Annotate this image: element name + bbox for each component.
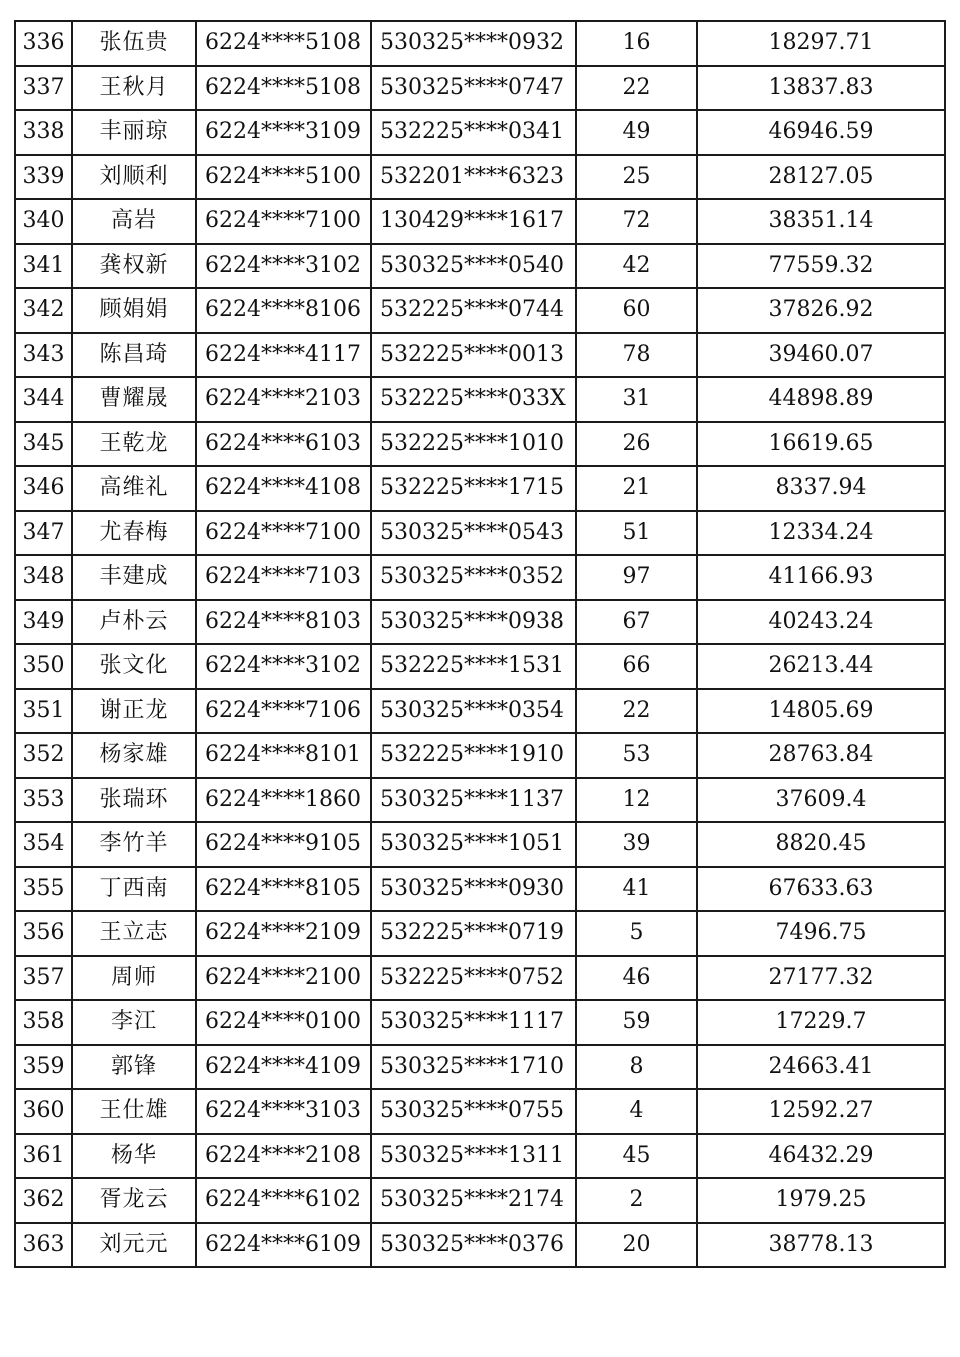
name-cell: 王仕雄 (72, 1089, 196, 1134)
bank-card-cell: 6224****2103 (196, 377, 371, 422)
name-cell: 李江 (72, 1000, 196, 1045)
amount-cell: 39460.07 (697, 333, 945, 378)
row-number-cell: 344 (15, 377, 72, 422)
table-row (15, 778, 945, 823)
id-number-cell: 532225****0341 (371, 110, 576, 155)
name-cell: 郭锋 (72, 1045, 196, 1090)
name-cell: 高维礼 (72, 466, 196, 511)
table-row (15, 956, 945, 1001)
count-cell: 97 (576, 555, 697, 600)
id-number-cell: 530325****1710 (371, 1045, 576, 1090)
amount-cell: 41166.93 (697, 555, 945, 600)
bank-card-cell: 6224****4109 (196, 1045, 371, 1090)
count-cell: 31 (576, 377, 697, 422)
table-row (15, 466, 945, 511)
name-cell: 刘顺利 (72, 155, 196, 200)
name-cell: 张伍贵 (72, 21, 196, 66)
row-number-cell: 341 (15, 244, 72, 289)
table-row (15, 1000, 945, 1045)
id-number-cell: 530325****1311 (371, 1134, 576, 1179)
count-cell: 42 (576, 244, 697, 289)
bank-card-cell: 6224****8106 (196, 288, 371, 333)
bank-card-cell: 6224****4117 (196, 333, 371, 378)
bank-card-cell: 6224****2108 (196, 1134, 371, 1179)
name-cell: 张瑞环 (72, 778, 196, 823)
id-number-cell: 530325****0755 (371, 1089, 576, 1134)
table-row (15, 199, 945, 244)
row-number-cell: 359 (15, 1045, 72, 1090)
amount-cell: 38351.14 (697, 199, 945, 244)
amount-cell: 44898.89 (697, 377, 945, 422)
name-cell: 龚权新 (72, 244, 196, 289)
name-cell: 王乾龙 (72, 422, 196, 467)
amount-cell: 24663.41 (697, 1045, 945, 1090)
table-row (15, 733, 945, 778)
amount-cell: 16619.65 (697, 422, 945, 467)
id-number-cell: 532225****0752 (371, 956, 576, 1001)
row-number-cell: 358 (15, 1000, 72, 1045)
row-number-cell: 340 (15, 199, 72, 244)
id-number-cell: 130429****1617 (371, 199, 576, 244)
amount-cell: 12334.24 (697, 511, 945, 556)
table-row (15, 511, 945, 556)
count-cell: 72 (576, 199, 697, 244)
table-row (15, 1223, 945, 1268)
count-cell: 5 (576, 911, 697, 956)
row-number-cell: 345 (15, 422, 72, 467)
row-number-cell: 354 (15, 822, 72, 867)
bank-card-cell: 6224****2100 (196, 956, 371, 1001)
row-number-cell: 350 (15, 644, 72, 689)
row-number-cell: 363 (15, 1223, 72, 1268)
amount-cell: 28763.84 (697, 733, 945, 778)
amount-cell: 26213.44 (697, 644, 945, 689)
bank-card-cell: 6224****8105 (196, 867, 371, 912)
name-cell: 尤春梅 (72, 511, 196, 556)
id-number-cell: 532201****6323 (371, 155, 576, 200)
row-number-cell: 357 (15, 956, 72, 1001)
name-cell: 丰建成 (72, 555, 196, 600)
table-row (15, 689, 945, 734)
row-number-cell: 342 (15, 288, 72, 333)
count-cell: 21 (576, 466, 697, 511)
table-row (15, 288, 945, 333)
count-cell: 39 (576, 822, 697, 867)
bank-card-cell: 6224****6102 (196, 1178, 371, 1223)
count-cell: 16 (576, 21, 697, 66)
table-row (15, 555, 945, 600)
name-cell: 杨家雄 (72, 733, 196, 778)
bank-card-cell: 6224****2109 (196, 911, 371, 956)
table-row (15, 333, 945, 378)
name-cell: 卢朴云 (72, 600, 196, 645)
bank-card-cell: 6224****7106 (196, 689, 371, 734)
amount-cell: 38778.13 (697, 1223, 945, 1268)
bank-card-cell: 6224****0100 (196, 1000, 371, 1045)
id-number-cell: 530325****0938 (371, 600, 576, 645)
bank-card-cell: 6224****5100 (196, 155, 371, 200)
table-row (15, 1089, 945, 1134)
count-cell: 20 (576, 1223, 697, 1268)
count-cell: 46 (576, 956, 697, 1001)
table-row (15, 66, 945, 111)
id-number-cell: 530325****0932 (371, 21, 576, 66)
row-number-cell: 351 (15, 689, 72, 734)
count-cell: 78 (576, 333, 697, 378)
amount-cell: 13837.83 (697, 66, 945, 111)
name-cell: 高岩 (72, 199, 196, 244)
id-number-cell: 530325****0747 (371, 66, 576, 111)
name-cell: 胥龙云 (72, 1178, 196, 1223)
amount-cell: 46432.29 (697, 1134, 945, 1179)
id-number-cell: 530325****2174 (371, 1178, 576, 1223)
name-cell: 曹耀晟 (72, 377, 196, 422)
name-cell: 杨华 (72, 1134, 196, 1179)
count-cell: 60 (576, 288, 697, 333)
table-row (15, 21, 945, 66)
bank-card-cell: 6224****3103 (196, 1089, 371, 1134)
id-number-cell: 530325****0930 (371, 867, 576, 912)
id-number-cell: 530325****1137 (371, 778, 576, 823)
id-number-cell: 530325****1051 (371, 822, 576, 867)
id-number-cell: 530325****1117 (371, 1000, 576, 1045)
count-cell: 51 (576, 511, 697, 556)
id-number-cell: 532225****0719 (371, 911, 576, 956)
row-number-cell: 343 (15, 333, 72, 378)
count-cell: 59 (576, 1000, 697, 1045)
id-number-cell: 532225****033X (371, 377, 576, 422)
count-cell: 45 (576, 1134, 697, 1179)
amount-cell: 37609.4 (697, 778, 945, 823)
row-number-cell: 355 (15, 867, 72, 912)
bank-card-cell: 6224****7100 (196, 199, 371, 244)
amount-cell: 27177.32 (697, 956, 945, 1001)
amount-cell: 46946.59 (697, 110, 945, 155)
id-number-cell: 532225****1715 (371, 466, 576, 511)
table-row (15, 600, 945, 645)
count-cell: 22 (576, 689, 697, 734)
bank-card-cell: 6224****8101 (196, 733, 371, 778)
count-cell: 22 (576, 66, 697, 111)
table-row (15, 155, 945, 200)
id-number-cell: 530325****0543 (371, 511, 576, 556)
row-number-cell: 338 (15, 110, 72, 155)
id-number-cell: 532225****0013 (371, 333, 576, 378)
row-number-cell: 361 (15, 1134, 72, 1179)
count-cell: 12 (576, 778, 697, 823)
table-row (15, 644, 945, 689)
id-number-cell: 530325****0352 (371, 555, 576, 600)
table-row (15, 1134, 945, 1179)
name-cell: 顾娟娟 (72, 288, 196, 333)
row-number-cell: 349 (15, 600, 72, 645)
bank-card-cell: 6224****3109 (196, 110, 371, 155)
count-cell: 41 (576, 867, 697, 912)
amount-cell: 37826.92 (697, 288, 945, 333)
name-cell: 丰丽琼 (72, 110, 196, 155)
count-cell: 49 (576, 110, 697, 155)
row-number-cell: 356 (15, 911, 72, 956)
bank-card-cell: 6224****1860 (196, 778, 371, 823)
bank-card-cell: 6224****4108 (196, 466, 371, 511)
count-cell: 4 (576, 1089, 697, 1134)
name-cell: 丁西南 (72, 867, 196, 912)
name-cell: 王秋月 (72, 66, 196, 111)
amount-cell: 8820.45 (697, 822, 945, 867)
table-body (15, 21, 945, 1267)
table-row (15, 377, 945, 422)
amount-cell: 8337.94 (697, 466, 945, 511)
id-number-cell: 532225****1010 (371, 422, 576, 467)
table-row (15, 110, 945, 155)
name-cell: 周师 (72, 956, 196, 1001)
id-number-cell: 532225****1910 (371, 733, 576, 778)
row-number-cell: 346 (15, 466, 72, 511)
amount-cell: 17229.7 (697, 1000, 945, 1045)
name-cell: 李竹羊 (72, 822, 196, 867)
table-row (15, 867, 945, 912)
table-row (15, 422, 945, 467)
row-number-cell: 336 (15, 21, 72, 66)
name-cell: 王立志 (72, 911, 196, 956)
bank-card-cell: 6224****6103 (196, 422, 371, 467)
row-number-cell: 352 (15, 733, 72, 778)
id-number-cell: 530325****0354 (371, 689, 576, 734)
count-cell: 26 (576, 422, 697, 467)
count-cell: 67 (576, 600, 697, 645)
row-number-cell: 347 (15, 511, 72, 556)
table-row (15, 1045, 945, 1090)
count-cell: 25 (576, 155, 697, 200)
id-number-cell: 530325****0540 (371, 244, 576, 289)
bank-card-cell: 6224****7100 (196, 511, 371, 556)
bank-card-cell: 6224****9105 (196, 822, 371, 867)
bank-card-cell: 6224****8103 (196, 600, 371, 645)
name-cell: 刘元元 (72, 1223, 196, 1268)
bank-card-cell: 6224****3102 (196, 644, 371, 689)
name-cell: 陈昌琦 (72, 333, 196, 378)
bank-card-cell: 6224****5108 (196, 66, 371, 111)
row-number-cell: 337 (15, 66, 72, 111)
bank-card-cell: 6224****6109 (196, 1223, 371, 1268)
table-row (15, 822, 945, 867)
amount-cell: 1979.25 (697, 1178, 945, 1223)
data-table (14, 20, 946, 1268)
row-number-cell: 362 (15, 1178, 72, 1223)
count-cell: 53 (576, 733, 697, 778)
count-cell: 8 (576, 1045, 697, 1090)
amount-cell: 18297.71 (697, 21, 945, 66)
amount-cell: 7496.75 (697, 911, 945, 956)
bank-card-cell: 6224****3102 (196, 244, 371, 289)
id-number-cell: 532225****0744 (371, 288, 576, 333)
amount-cell: 77559.32 (697, 244, 945, 289)
amount-cell: 40243.24 (697, 600, 945, 645)
id-number-cell: 530325****0376 (371, 1223, 576, 1268)
amount-cell: 67633.63 (697, 867, 945, 912)
bank-card-cell: 6224****7103 (196, 555, 371, 600)
count-cell: 2 (576, 1178, 697, 1223)
row-number-cell: 339 (15, 155, 72, 200)
amount-cell: 14805.69 (697, 689, 945, 734)
row-number-cell: 348 (15, 555, 72, 600)
id-number-cell: 532225****1531 (371, 644, 576, 689)
count-cell: 66 (576, 644, 697, 689)
bank-card-cell: 6224****5108 (196, 21, 371, 66)
table-row (15, 911, 945, 956)
row-number-cell: 360 (15, 1089, 72, 1134)
name-cell: 张文化 (72, 644, 196, 689)
table-row (15, 244, 945, 289)
amount-cell: 28127.05 (697, 155, 945, 200)
table-row (15, 1178, 945, 1223)
name-cell: 谢正龙 (72, 689, 196, 734)
amount-cell: 12592.27 (697, 1089, 945, 1134)
row-number-cell: 353 (15, 778, 72, 823)
